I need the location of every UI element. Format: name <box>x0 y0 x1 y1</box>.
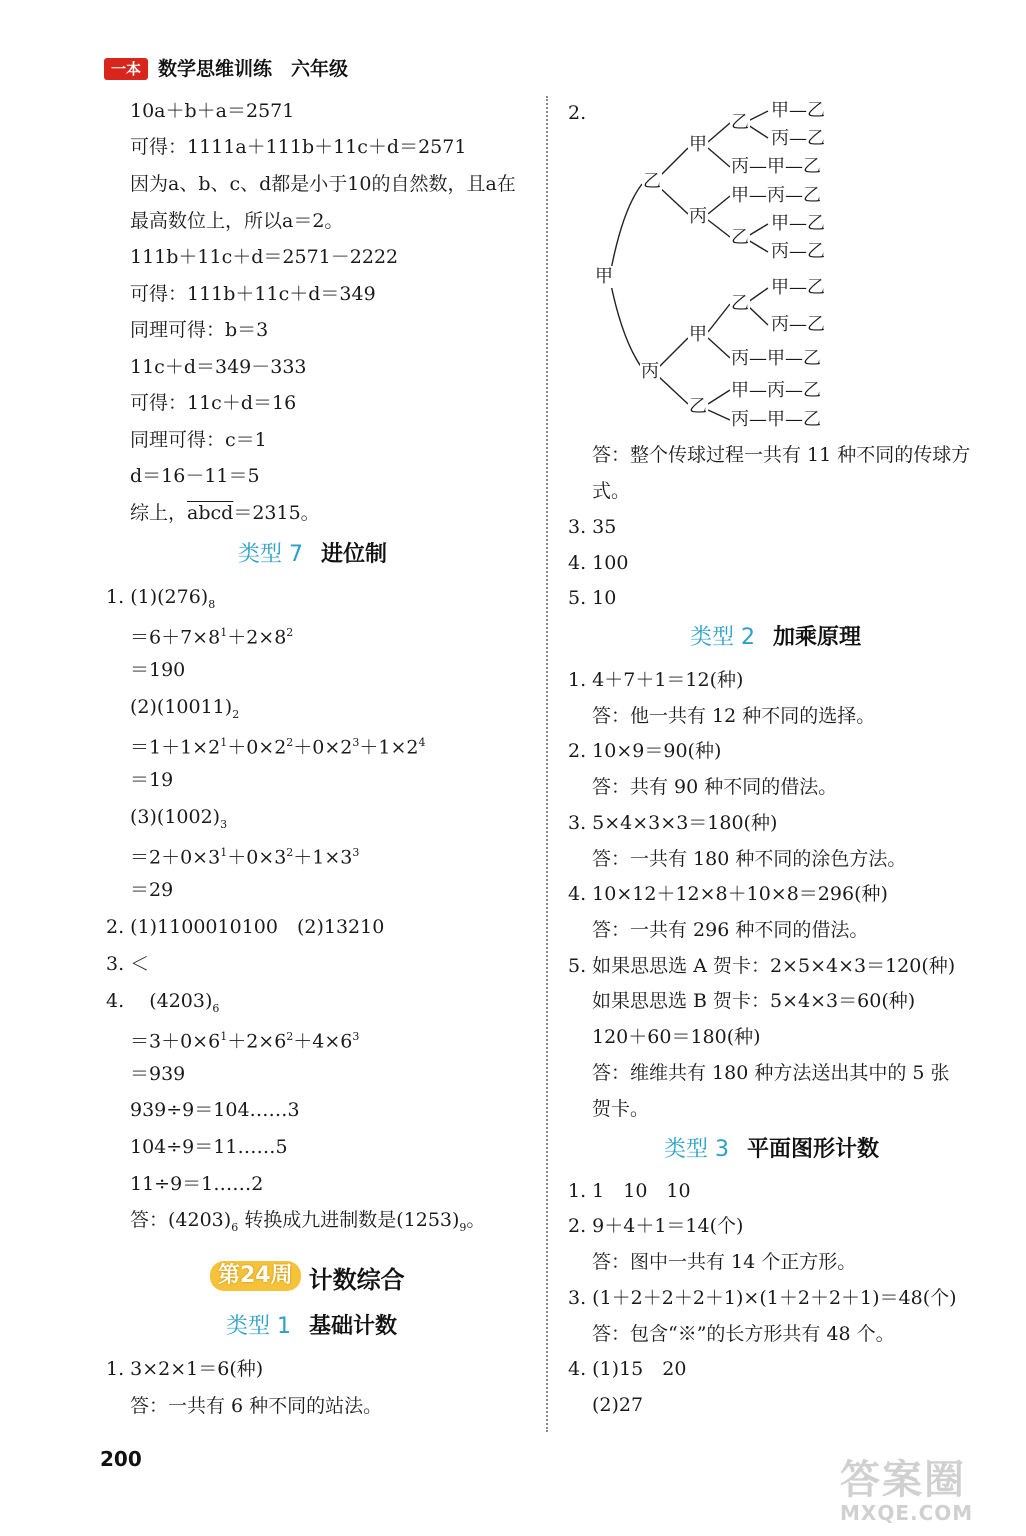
term: ＝3＋0×6 <box>130 1030 221 1053</box>
math-line: ＝190 <box>130 659 186 681</box>
math-line <box>130 620 293 650</box>
section-label: 类型 3 <box>664 1137 729 1162</box>
text-line: 10a＋b＋a＝2571 <box>130 100 295 122</box>
term: ＋0×2 <box>293 736 353 759</box>
exponent: 1 <box>220 1030 228 1043</box>
question-number: 4. <box>106 990 125 1012</box>
base-subscript: 6 <box>212 1001 220 1015</box>
math-line: 11÷9＝1……2 <box>130 1173 264 1195</box>
text-line: 5. 10 <box>568 587 617 609</box>
text-line: 1. 1 10 10 <box>568 1180 691 1202</box>
week-title: 计数综合 <box>308 1266 405 1294</box>
section-title: 平面图形计数 <box>747 1137 880 1162</box>
tree-leaf: 甲—乙 <box>771 100 825 121</box>
tree-leaf: 丙—乙 <box>771 128 825 149</box>
tree-node: 甲 <box>689 134 707 155</box>
exponent: 1 <box>220 736 228 749</box>
question-1-2 <box>130 694 239 728</box>
text-line: 可得：11c＋d＝16 <box>130 392 297 414</box>
base-subscript: 3 <box>220 817 228 831</box>
expression: (4203) <box>149 990 213 1012</box>
text-line: 3. (1＋2＋2＋2＋1)×(1＋2＋2＋1)＝48(个) <box>568 1287 957 1309</box>
tree-node: 丙 <box>641 361 659 382</box>
text-line: 2. 9＋4＋1＝14(个) <box>568 1215 744 1237</box>
text-line: 最高数位上，所以a＝2。 <box>130 210 344 232</box>
text-line: 答：他一共有 12 种不同的选择。 <box>592 705 876 727</box>
section-label: 类型 1 <box>226 1314 291 1339</box>
answer-line <box>130 1207 485 1241</box>
base-subscript: 6 <box>231 1220 239 1234</box>
text-line: 1. 4＋7＋1＝12(种) <box>568 669 744 691</box>
tree-node: 丙 <box>689 206 707 227</box>
term: ＋0×3 <box>227 846 287 869</box>
tree-node: 乙 <box>643 171 661 192</box>
term: ＋1×2 <box>359 736 419 759</box>
section-heading-type3 <box>664 1135 879 1165</box>
term: ＋2×6 <box>227 1030 287 1053</box>
text-line: 答：共有 90 种不同的借法。 <box>592 776 838 798</box>
base-subscript: 9 <box>459 1220 467 1234</box>
tree-leaf: 丙—乙 <box>771 314 825 335</box>
conclusion-line <box>130 500 320 526</box>
section-title: 加乘原理 <box>773 625 862 650</box>
question-1-1 <box>106 584 215 618</box>
text-line: 因为a、b、c、d都是小于10的自然数，且a在 <box>130 173 516 195</box>
answer-text: 答：(4203) <box>130 1209 232 1231</box>
section-label: 类型 7 <box>238 542 303 567</box>
answer-text: 。 <box>466 1209 486 1231</box>
book-title: 数学思维训练 六年级 <box>158 58 349 80</box>
expression: (2)(10011) <box>130 696 233 718</box>
text-line: 可得：111b＋11c＋d＝349 <box>130 283 376 305</box>
text-line: 同理可得：b＝3 <box>130 319 269 341</box>
tree-node-root: 甲 <box>595 266 613 287</box>
page-number: 200 <box>100 1447 142 1471</box>
exponent: 3 <box>352 736 360 749</box>
section-heading-type2 <box>690 623 861 653</box>
text-line: 4. 100 <box>568 552 629 574</box>
tree-leaf: 丙—甲—乙 <box>731 409 821 430</box>
text-line: 5. 如果思思选 A 贺卡：2×5×4×3＝120(种) <box>568 955 956 977</box>
base-subscript: 2 <box>232 707 240 721</box>
text-line: 3. 5×4×3×3＝180(种) <box>568 812 778 834</box>
column-divider <box>546 96 548 1432</box>
term: ＝2＋0×3 <box>130 846 221 869</box>
math-line <box>130 1024 359 1054</box>
expression: (3)(1002) <box>130 806 221 828</box>
math-line: ＝939 <box>130 1063 186 1085</box>
watermark-text: 答案圈 <box>840 1457 966 1503</box>
tree-leaf: 甲—乙 <box>771 277 825 298</box>
text-line: 2. 10×9＝90(种) <box>568 740 722 762</box>
section-title: 进位制 <box>321 542 388 567</box>
math-line: 104÷9＝11……5 <box>130 1136 288 1158</box>
question-4 <box>106 988 219 1022</box>
question-2: 2. (1)1100010100 (2)13210 <box>106 916 385 938</box>
brand-logo: 一本 <box>104 58 148 80</box>
week-heading <box>210 1260 405 1295</box>
base-subscript: 8 <box>208 597 216 611</box>
text-line: 答：一共有 180 种不同的涂色方法。 <box>592 848 907 870</box>
conclusion-suffix: ＝2315。 <box>233 502 320 524</box>
exponent: 2 <box>286 846 294 859</box>
question-number: 1. <box>106 586 125 608</box>
exponent: 3 <box>352 1030 360 1043</box>
tree-node: 乙 <box>731 112 749 133</box>
text-line: 4. (1)15 20 <box>568 1358 687 1380</box>
text-line: d＝16－11＝5 <box>130 465 260 487</box>
week-badge: 第24周 <box>210 1261 301 1291</box>
question-1-3 <box>130 804 227 838</box>
section-label: 类型 2 <box>690 625 755 650</box>
exponent: 2 <box>286 1030 294 1043</box>
term: ＝1＋1×2 <box>130 736 221 759</box>
term: ＋4×6 <box>293 1030 353 1053</box>
term: ＋0×2 <box>227 736 287 759</box>
text-line: 11c＋d＝349－333 <box>130 356 307 378</box>
text-line: 1. 3×2×1＝6(种) <box>106 1358 264 1380</box>
text-line: 120＋60＝180(种) <box>592 1026 761 1048</box>
math-line <box>130 730 426 760</box>
overlined-number: abcd <box>187 502 234 524</box>
text-line: 答：整个传球过程一共有 11 种不同的传球方 <box>592 444 971 466</box>
math-line <box>130 840 359 870</box>
exponent: 1 <box>220 626 228 639</box>
text-line: 式。 <box>592 480 631 502</box>
tree-leaf: 丙—乙 <box>771 241 825 262</box>
conclusion-prefix: 综上， <box>130 502 188 524</box>
math-line: 939÷9＝104……3 <box>130 1099 300 1121</box>
question-3: 3. ＜ <box>106 953 150 975</box>
tree-leaf: 丙—甲—乙 <box>731 156 821 177</box>
question-number: 2. <box>568 102 587 124</box>
watermark-url: MXQE.COM <box>840 1501 974 1525</box>
text-line: 答：一共有 6 种不同的站法。 <box>130 1395 383 1417</box>
tree-node: 甲 <box>689 324 707 345</box>
math-line: ＝19 <box>130 769 174 791</box>
exponent: 3 <box>352 846 360 859</box>
text-line: 答：包含“※”的长方形共有 48 个。 <box>592 1323 895 1345</box>
text-line: 111b＋11c＋d＝2571－2222 <box>130 246 399 268</box>
tree-leaf: 甲—丙—乙 <box>731 380 821 401</box>
text-line: 3. 35 <box>568 516 617 538</box>
text-line: 同理可得：c＝1 <box>130 429 267 451</box>
text-line: 答：维维共有 180 种方法送出其中的 5 张 <box>592 1062 950 1084</box>
text-line: (2)27 <box>592 1394 644 1416</box>
term: ＋1×3 <box>293 846 353 869</box>
tree-leaf: 甲—乙 <box>771 213 825 234</box>
expression: (1)(276) <box>130 586 209 608</box>
tree-leaf: 甲—丙—乙 <box>731 185 821 206</box>
tree-leaf: 丙—甲—乙 <box>731 348 821 369</box>
tree-node: 乙 <box>689 396 707 417</box>
tree-node: 乙 <box>731 293 749 314</box>
text-line: 如果思思选 B 贺卡：5×4×3＝60(种) <box>592 990 916 1012</box>
section-heading-type7 <box>238 540 387 570</box>
exponent: 2 <box>286 736 294 749</box>
section-title: 基础计数 <box>309 1314 398 1339</box>
exponent: 2 <box>286 626 294 639</box>
text-line: 答：图中一共有 14 个正方形。 <box>592 1251 857 1273</box>
answer-text: 转换成九进制数是(1253) <box>244 1209 460 1231</box>
text-line: 答：一共有 296 种不同的借法。 <box>592 919 869 941</box>
term: ＝6＋7×8 <box>130 626 221 649</box>
watermark <box>840 1458 1010 1528</box>
term: ＋2×8 <box>227 626 287 649</box>
math-line: ＝29 <box>130 879 174 901</box>
text-line: 可得：1111a＋111b＋11c＋d＝2571 <box>130 136 467 158</box>
tree-node: 乙 <box>731 227 749 248</box>
exponent: 1 <box>220 846 228 859</box>
section-heading-type1 <box>226 1312 397 1342</box>
text-line: 贺卡。 <box>592 1098 650 1120</box>
text-line: 4. 10×12＋12×8＋10×8＝296(种) <box>568 883 888 905</box>
exponent: 4 <box>418 736 426 749</box>
